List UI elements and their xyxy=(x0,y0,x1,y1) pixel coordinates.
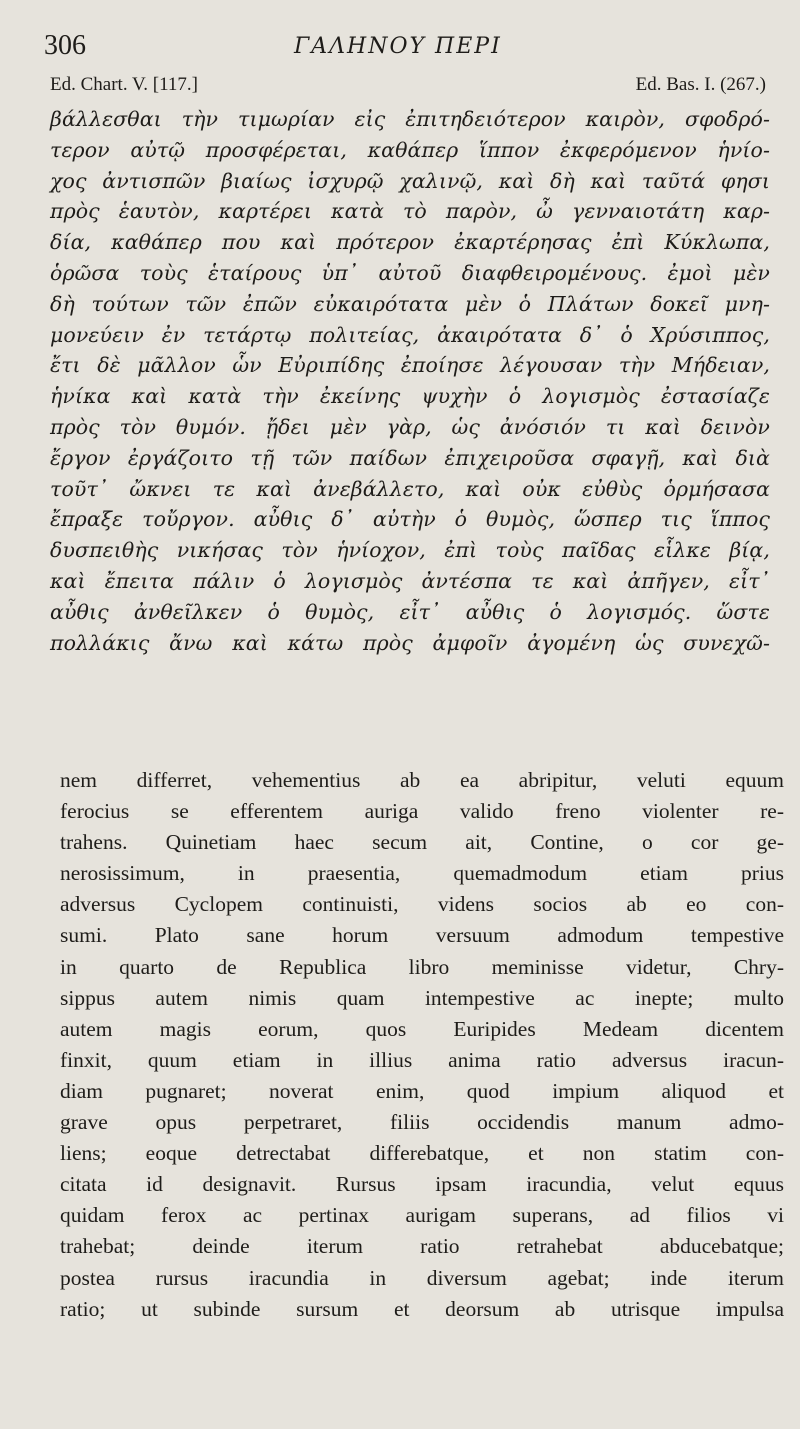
latin-text-line: diam pugnaret; noverat enim, quod impium aliquod et xyxy=(60,1078,784,1103)
greek-text-line: πολλάκις ἄνω καὶ κάτω πρὸς ἀμφοῖν ἀγομένη ὡς συνεχῶ- xyxy=(50,630,770,655)
latin-text-line: trahens. Quinetiam haec secum ait, Contine, o cor ge- xyxy=(60,830,784,855)
greek-text-line: ὁρῶσα τοὺς ἑταίρους ὑπ᾽ αὐτοῦ διαφθειρομένους. ἐμοὶ μὲν xyxy=(50,260,770,285)
greek-text-line: πρὸς τὸν θυμόν. ᾔδει μὲν γὰρ, ὡς ἀνόσιόν τι καὶ δεινὸν xyxy=(50,414,770,439)
greek-text-line: μονεύειν ἐν τετάρτῳ πολιτείας, ἀκαιρότατα δ᾽ ὁ Χρύσιππος, xyxy=(50,322,770,347)
greek-text-line: χος ἀντισπῶν βιαίως ἰσχυρῷ χαλινῷ, καὶ δὴ καὶ ταῦτά φησι xyxy=(50,168,770,193)
edition-reference-left: Ed. Chart. V. [117.] xyxy=(50,74,198,95)
latin-text-line: citata id designavit. Rursus ipsam iracundia, velut equus xyxy=(60,1172,784,1197)
greek-text-line: πρὸς ἑαυτὸν, καρτέρει κατὰ τὸ παρὸν, ὦ γενναιοτάτη καρ- xyxy=(50,199,770,224)
latin-text-line: finxit, quum etiam in illius anima ratio adversus iracun- xyxy=(60,1047,784,1072)
latin-text-line: trahebat; deinde iterum ratio retrahebat abducebatque; xyxy=(60,1234,784,1259)
latin-text-block xyxy=(60,765,784,1325)
latin-text-line: autem magis eorum, quos Euripides Medeam dicentem xyxy=(60,1016,784,1041)
latin-text-line: adversus Cyclopem continuisti, videns socios ab eo con- xyxy=(60,892,784,917)
greek-text-line: τοῦτ᾽ ὤκνει τε καὶ ἀνεβάλλετο, καὶ οὐκ εὐθὺς ὁρμήσασα xyxy=(50,476,770,501)
latin-text-line: quidam ferox ac pertinax aurigam superans, ad filios vi xyxy=(60,1203,784,1228)
latin-text-line: postea rursus iracundia in diversum agebat; inde iterum xyxy=(60,1265,784,1290)
latin-text-line: in quarto de Republica libro meminisse videtur, Chry- xyxy=(60,954,784,979)
greek-text-line: δὴ τούτων τῶν ἐπῶν εὐκαιρότατα μὲν ὁ Πλάτων δοκεῖ μνη- xyxy=(50,291,770,316)
edition-reference-right: Ed. Bas. I. (267.) xyxy=(635,74,766,95)
page-number: 306 xyxy=(44,30,86,61)
latin-text-line: nem differret, vehementius ab ea abripitur, veluti equum xyxy=(60,768,784,792)
greek-text-line: ἔπραξε τοὔργον. αὖθις δ᾽ αὐτὴν ὁ θυμὸς, ὥσπερ τις ἵππος xyxy=(50,507,770,532)
page-header xyxy=(44,26,764,66)
latin-text-line: ferocius se efferentem auriga valido freno violenter re- xyxy=(60,799,784,824)
greek-text-line: ἔργον ἐργάζοιτο τῇ τῶν παίδων ἐπιχειροῦσα σφαγῇ, καὶ διὰ xyxy=(50,445,770,470)
greek-text-line: βάλλεσθαι τὴν τιμωρίαν εἰς ἐπιτηδειότερον καιρὸν, σφοδρό- xyxy=(50,107,770,131)
greek-text-line: τερον αὐτῷ προσφέρεται, καθάπερ ἵππον ἐκφερόμενον ἡνίο- xyxy=(50,137,770,162)
greek-text-line: ἔτι δὲ μᾶλλον ὧν Εὐριπίδης ἐποίησε λέγουσαν τὴν Μήδειαν, xyxy=(50,353,770,378)
edition-references xyxy=(50,74,766,102)
greek-text-block xyxy=(50,104,770,658)
running-title: ΓΑΛΗΝΟΥ ΠΕΡΙ xyxy=(294,34,502,59)
latin-text-line: grave opus perpetraret, filiis occidendis manum admo- xyxy=(60,1110,784,1135)
latin-text-line: nerosissimum, in praesentia, quemadmodum etiam prius xyxy=(60,861,784,886)
latin-text-line: ratio; ut subinde sursum et deorsum ab utrisque impulsa xyxy=(60,1296,784,1321)
greek-text-line: αὖθις ἀνθεῖλκεν ὁ θυμὸς, εἶτ᾽ αὖθις ὁ λογισμός. ὥστε xyxy=(50,599,770,624)
greek-text-line: δία, καθάπερ που καὶ πρότερον ἐκαρτέρησας ἐπὶ Κύκλωπα, xyxy=(50,230,770,255)
latin-text-line: sumi. Plato sane horum versuum admodum tempestive xyxy=(60,923,784,948)
latin-text-line: liens; eoque detrectabat differebatque, et non statim con- xyxy=(60,1141,784,1166)
greek-text-line: ἡνίκα καὶ κατὰ τὴν ἐκείνης ψυχὴν ὁ λογισμὸς ἐστασίαζε xyxy=(50,384,770,409)
latin-text-line: sippus autem nimis quam intempestive ac inepte; multo xyxy=(60,985,784,1010)
greek-text-line: δυσπειθὴς νικήσας τὸν ἡνίοχον, ἐπὶ τοὺς παῖδας εἷλκε βίᾳ, xyxy=(50,538,770,563)
greek-text-line: καὶ ἔπειτα πάλιν ὁ λογισμὸς ἀντέσπα τε καὶ ἀπῆγεν, εἶτ᾽ xyxy=(50,568,770,593)
